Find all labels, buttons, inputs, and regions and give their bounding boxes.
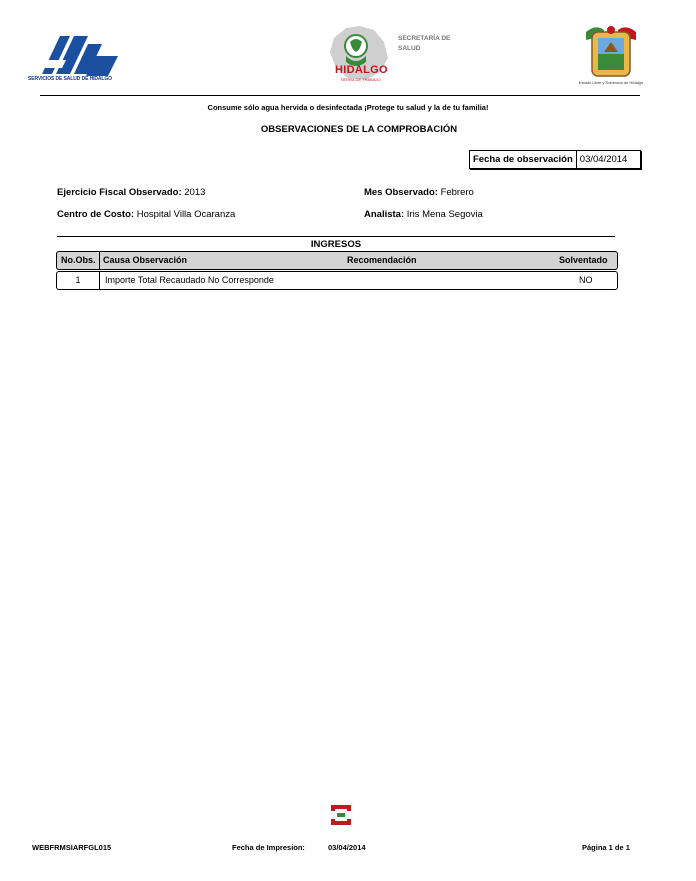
section-title-ingresos: INGRESOS xyxy=(310,239,362,250)
header-no-obs: No.Obs. xyxy=(61,255,96,265)
footer-fecha-value: 03/04/2014 xyxy=(328,843,366,852)
centro-label: Centro de Costo: xyxy=(57,209,135,220)
analista-value: Iris Mena Segovia xyxy=(406,209,483,220)
row-causa: Importe Total Recaudado No Corresponde xyxy=(105,275,274,285)
table-row xyxy=(56,271,618,290)
footer-fecha-label: Fecha de Impresion: xyxy=(232,843,305,852)
section-divider xyxy=(57,236,615,237)
centro-value: Hospital Villa Ocaranza xyxy=(136,209,236,220)
analista xyxy=(364,209,483,220)
header-solventado: Solventado xyxy=(559,255,608,265)
footer-report-code: WEBFRMSIARFGL015 xyxy=(32,843,112,852)
mes-value: Febrero xyxy=(440,187,474,198)
footer-emblem-icon xyxy=(330,804,352,826)
hidalgo-logo-subtext: TIERRA DE TRABAJO xyxy=(340,77,381,82)
secretaria-salud-text xyxy=(398,34,450,54)
header-divider xyxy=(40,95,640,96)
table-header xyxy=(56,251,618,270)
mes-label: Mes Observado: xyxy=(364,187,438,198)
ssh-logo-text: SERVICIOS DE SALUD DE HIDALGO xyxy=(28,76,112,82)
coat-of-arms-logo xyxy=(582,22,640,80)
fecha-observacion-label: Fecha de observación xyxy=(470,151,577,168)
centro-costo xyxy=(57,209,235,220)
row-divider-1 xyxy=(99,272,100,289)
salud-line: SALUD xyxy=(398,45,421,52)
coat-of-arms-text: Estado Libre y Soberano de Hidalgo xyxy=(578,80,644,85)
fecha-observacion-value: 03/04/2014 xyxy=(579,154,628,165)
secretaria-line: SECRETARÍA DE xyxy=(398,35,451,42)
health-slogan: Consume sólo agua hervida o desinfectada ¡Protege tu salud y la de tu familia! xyxy=(207,103,489,112)
fecha-observacion-box xyxy=(469,150,641,169)
ejercicio-label: Ejercicio Fiscal Observado: xyxy=(57,187,182,198)
ejercicio-value: 2013 xyxy=(184,187,206,198)
ejercicio-fiscal xyxy=(57,187,205,198)
hidalgo-logo-word: HIDALGO xyxy=(335,64,388,76)
header-causa: Causa Observación xyxy=(103,255,188,265)
header-recomendacion: Recomendación xyxy=(347,255,417,265)
mes-observado xyxy=(364,187,474,198)
row-no-obs: 1 xyxy=(75,275,81,285)
header-divider-1 xyxy=(99,252,100,269)
footer-page-number: Página 1 de 1 xyxy=(582,843,630,852)
analista-label: Analista: xyxy=(364,209,405,220)
page-title: OBSERVACIONES DE LA COMPROBACIÓN xyxy=(260,124,458,135)
row-solventado: NO xyxy=(579,275,593,285)
